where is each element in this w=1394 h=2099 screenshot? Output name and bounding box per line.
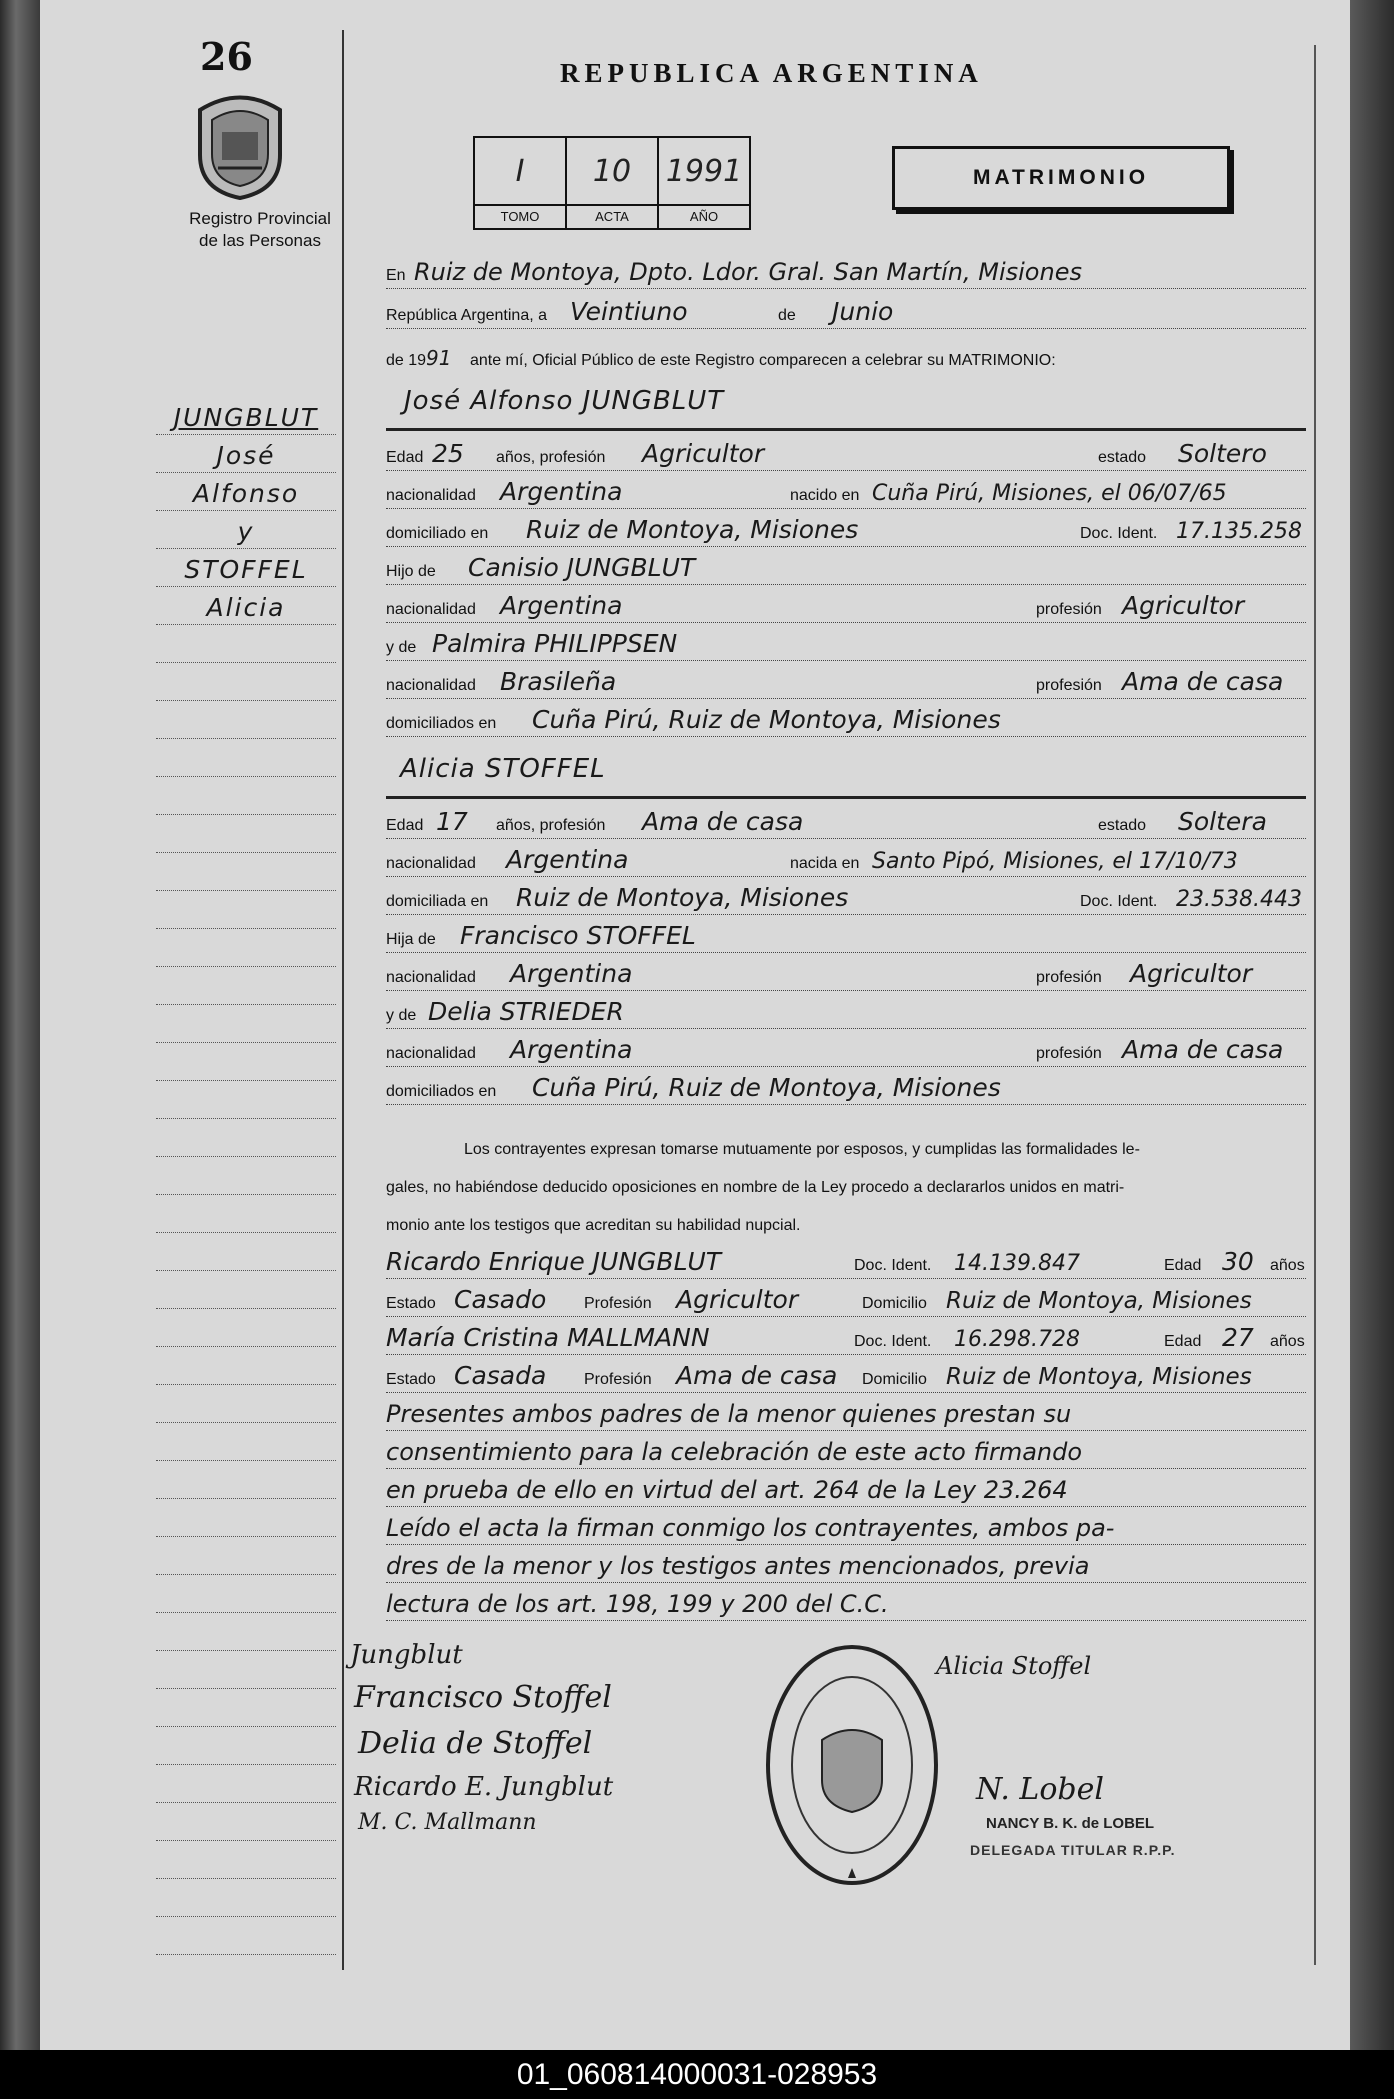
groom-mother-nat-label: nacionalidad [386, 677, 476, 694]
bride-father-row [386, 912, 1306, 953]
margin-line [156, 1922, 336, 1955]
ano-value: 1991 [665, 153, 743, 189]
groom-age-row [386, 430, 1306, 471]
signature-bride: Alicia Stoffel [936, 1652, 1092, 1680]
margin-line [156, 1466, 336, 1499]
tomo-cell [475, 138, 567, 228]
margin-line [156, 1542, 336, 1575]
acta-label: ACTA [567, 204, 657, 228]
note-row [386, 1542, 1306, 1583]
groom-father-row [386, 544, 1306, 585]
groom-yde-label: y de [386, 639, 417, 656]
groom-mother: Palmira PHILIPPSEN [432, 629, 678, 658]
margin-groom-surname: JUNGBLUT [173, 403, 319, 432]
margin-divider [342, 30, 344, 1970]
bride-father-nationality: Argentina [510, 959, 633, 988]
margin-line [156, 1162, 336, 1195]
witness2-address: Ruiz de Montoya, Misiones [946, 1364, 1252, 1390]
bride-mother-nat-label: nacionalidad [386, 1045, 476, 1062]
note-row [386, 1390, 1306, 1431]
registry-line-1: Registro Provincial [189, 209, 331, 228]
document-id: 01_060814000031-028953 [0, 2050, 1394, 2099]
bride-father-prof-label: profesión [1036, 969, 1102, 986]
bride-hija-label: Hija de [386, 931, 436, 948]
acta-value: 10 [592, 153, 632, 189]
bride-address: Ruiz de Montoya, Misiones [516, 883, 849, 912]
margin-line [156, 1048, 336, 1081]
declaration-line-1: Los contrayentes expresan tomarse mutuamente por esposos, y cumplidas las formalidades le- [464, 1141, 1140, 1158]
tomo-label: TOMO [475, 204, 565, 228]
groom-nat-row [386, 468, 1306, 509]
opening-ante-row [386, 346, 1306, 370]
bride-mother-occupation: Ama de casa [1122, 1035, 1284, 1064]
reference-table [473, 136, 751, 230]
margin-line [156, 668, 336, 701]
margin-line [156, 896, 336, 929]
note-line-2: consentimiento para la celebración de este acto firmando [386, 1438, 1083, 1466]
margin-line [156, 858, 336, 891]
margin-line [156, 516, 336, 549]
bride-nat-row [386, 836, 1306, 877]
tomo-value: I [515, 153, 525, 189]
note-line-6: lectura de los art. 198, 199 y 200 del C.C. [386, 1590, 889, 1618]
margin-bride-surname: STOFFEL [184, 555, 308, 584]
witness1-occupation: Agricultor [676, 1285, 799, 1314]
right-border [1314, 45, 1316, 1965]
note-line-1: Presentes ambos padres de la menor quienes prestan su [386, 1400, 1072, 1428]
margin-line [156, 1276, 336, 1309]
year-label: de 19 [386, 352, 427, 369]
margin-groom-first: José [216, 441, 276, 470]
witness1-edad-label: Edad [1164, 1257, 1202, 1274]
witness2-detail-row [386, 1352, 1306, 1393]
witness1-doc: 14.139.847 [954, 1251, 1080, 1276]
groom-mother-nat-row [386, 658, 1306, 699]
note-line-5: dres de la menor y los testigos antes mencionados, previa [386, 1552, 1090, 1580]
margin-line [156, 820, 336, 853]
margin-line [156, 1352, 336, 1385]
groom-nacionalidad-label: nacionalidad [386, 487, 476, 504]
bride-doc: 23.538.443 [1176, 887, 1302, 912]
witness1-name: Ricardo Enrique JUNGBLUT [386, 1247, 722, 1276]
bride-nationality: Argentina [506, 845, 629, 874]
groom-father-nationality: Argentina [500, 591, 623, 620]
groom-name-row [386, 378, 1306, 418]
bride-age: 17 [436, 807, 468, 836]
witness2-edad-label: Edad [1164, 1333, 1202, 1350]
bride-parents-address-row [386, 1064, 1306, 1105]
groom-name: José Alfonso JUNGBLUT [404, 386, 725, 416]
witness1-marital: Casado [454, 1285, 547, 1314]
margin-line [156, 1808, 336, 1841]
declaration-line-2: gales, no habiéndose deducido oposiciones en nombre de la Ley procedo a declararlos unidos en matri- [386, 1179, 1125, 1196]
groom-mother-row [386, 620, 1306, 661]
bride-marital: Soltera [1178, 807, 1267, 836]
witness2-marital: Casada [454, 1361, 547, 1390]
margin-line [156, 1732, 336, 1765]
signature-groom: Jungblut [350, 1640, 463, 1670]
note-row [386, 1580, 1306, 1621]
bride-nacionalidad-label: nacionalidad [386, 855, 476, 872]
groom-father-nat-label: nacionalidad [386, 601, 476, 618]
margin-line [156, 554, 336, 587]
officer-name: NANCY B. K. de LOBEL [986, 1815, 1155, 1832]
bride-mother-row [386, 988, 1306, 1029]
opening-place-row [386, 248, 1306, 289]
groom-address: Ruiz de Montoya, Misiones [526, 515, 859, 544]
witness1-detail-row [386, 1276, 1306, 1317]
margin-line [156, 1238, 336, 1271]
margin-line [156, 440, 336, 473]
bride-age-row [386, 798, 1306, 839]
groom-estado-label: estado [1098, 449, 1147, 466]
registry-name [144, 208, 376, 252]
witness2-doc-label: Doc. Ident. [854, 1333, 932, 1350]
witness2-doc: 16.298.728 [954, 1327, 1080, 1352]
bride-name-row [386, 746, 1306, 786]
witness2-estado-label: Estado [386, 1371, 436, 1388]
note-row [386, 1428, 1306, 1469]
day-value: Veintiuno [570, 297, 688, 326]
margin-line [156, 1200, 336, 1233]
bride-birth: Santo Pipó, Misiones, el 17/10/73 [872, 849, 1238, 874]
margin-line [156, 1884, 336, 1917]
groom-birth: Cuña Pirú, Misiones, el 06/07/65 [872, 481, 1227, 506]
margin-line [156, 1504, 336, 1537]
bride-father-nat-label: nacionalidad [386, 969, 476, 986]
witness2-anos-label: años [1270, 1333, 1305, 1350]
groom-doc-label: Doc. Ident. [1080, 525, 1158, 542]
margin-line [156, 1846, 336, 1879]
groom-mother-nationality: Brasileña [500, 667, 617, 696]
note-line-3: en prueba de ello en virtud del art. 264 de la Ley 23.264 [386, 1476, 1068, 1504]
opening-date-row [386, 288, 1306, 329]
signature-witness1: Ricardo E. Jungblut [354, 1772, 614, 1802]
bride-father-occupation: Agricultor [1130, 959, 1253, 988]
margin-and: y [237, 517, 255, 546]
witness2-domicilio-label: Domicilio [862, 1371, 927, 1388]
witness2-age: 27 [1222, 1323, 1254, 1352]
bride-mother: Delia STRIEDER [428, 997, 624, 1026]
bride-domiciliados-label: domiciliados en [386, 1083, 497, 1100]
officer-title: DELEGADA TITULAR R.P.P. [970, 1842, 1176, 1858]
bride-name: Alicia STOFFEL [400, 754, 606, 784]
ante-text: ante mí, Oficial Público de este Registro comparecen a celebrar su MATRIMONIO: [469, 352, 1056, 369]
signature-officer: N. Lobel [976, 1772, 1104, 1807]
margin-line [156, 1314, 336, 1347]
margin-line [156, 744, 336, 777]
note-line-4: Leído el acta la firman conmigo los contrayentes, ambos pa- [386, 1514, 1115, 1542]
folio-number: 26 [200, 34, 253, 79]
groom-nacido-label: nacido en [790, 487, 860, 504]
groom-father-prof-label: profesión [1036, 601, 1102, 618]
groom-parents-address: Cuña Pirú, Ruiz de Montoya, Misiones [532, 705, 1001, 734]
groom-edad-label: Edad [386, 449, 424, 466]
groom-father-occupation: Agricultor [1122, 591, 1245, 620]
bride-occupation: Ama de casa [642, 807, 804, 836]
bride-doc-label: Doc. Ident. [1080, 893, 1158, 910]
ano-label: AÑO [659, 204, 749, 228]
margin-line [156, 1010, 336, 1043]
groom-age: 25 [432, 439, 464, 468]
groom-profesion-label: años, profesión [496, 449, 606, 466]
margin-line [156, 1770, 336, 1803]
signature-witness2: M. C. Mallmann [358, 1810, 537, 1835]
margin-line [156, 1428, 336, 1461]
margin-line [156, 1390, 336, 1423]
book-edge [1350, 0, 1394, 2050]
bride-nacida-label: nacida en [790, 855, 860, 872]
witness2-name-row [386, 1314, 1306, 1355]
witness2-occupation: Ama de casa [676, 1361, 838, 1390]
bride-estado-label: estado [1098, 817, 1147, 834]
groom-occupation: Agricultor [642, 439, 765, 468]
margin-line [156, 706, 336, 739]
margin-line [156, 782, 336, 815]
witness1-age: 30 [1222, 1247, 1254, 1276]
bride-mother-prof-label: profesión [1036, 1045, 1102, 1062]
signature-bride-father: Francisco Stoffel [354, 1680, 612, 1715]
year-value: 91 [426, 346, 452, 370]
declaration-line-3: monio ante los testigos que acreditan su habilidad nupcial. [386, 1217, 801, 1234]
margin-line [156, 972, 336, 1005]
bride-profesion-label: años, profesión [496, 817, 606, 834]
witness1-doc-label: Doc. Ident. [854, 1257, 932, 1274]
margin-groom-middle: Alfonso [192, 479, 300, 508]
margin-line [156, 1086, 336, 1119]
groom-marital: Soltero [1178, 439, 1267, 468]
bride-parents-address: Cuña Pirú, Ruiz de Montoya, Misiones [532, 1073, 1001, 1102]
witness1-profesion-label: Profesión [584, 1295, 652, 1312]
registry-line-2: de las Personas [199, 231, 321, 250]
groom-hijo-label: Hijo de [386, 563, 436, 580]
month-value: Junio [832, 297, 894, 326]
witness1-name-row [386, 1238, 1306, 1279]
book-spine [0, 0, 40, 2050]
margin-line [156, 934, 336, 967]
bride-edad-label: Edad [386, 817, 424, 834]
bride-mother-nationality: Argentina [510, 1035, 633, 1064]
acta-cell [567, 138, 659, 228]
note-row [386, 1504, 1306, 1545]
witness1-anos-label: años [1270, 1257, 1305, 1274]
en-label: En [386, 267, 406, 284]
groom-domiciliado-label: domiciliado en [386, 525, 489, 542]
groom-father: Canisio JUNGBLUT [468, 553, 696, 582]
republica-label: República Argentina, a [386, 307, 547, 324]
margin-line [156, 478, 336, 511]
page-title: REPUBLICA ARGENTINA [560, 58, 983, 88]
groom-domiciliados-label: domiciliados en [386, 715, 497, 732]
witness2-profesion-label: Profesión [584, 1371, 652, 1388]
declaration-text [386, 1131, 1306, 1245]
witness1-estado-label: Estado [386, 1295, 436, 1312]
signature-bride-mother: Delia de Stoffel [358, 1726, 593, 1761]
margin-line [156, 630, 336, 663]
ano-cell [659, 138, 749, 228]
margin-line [156, 402, 336, 435]
place-value: Ruiz de Montoya, Dpto. Ldor. Gral. San Martín, Misiones [414, 258, 1082, 286]
note-row [386, 1466, 1306, 1507]
bride-yde-label: y de [386, 1007, 417, 1024]
margin-bride-first: Alicia [206, 593, 286, 622]
bride-father-nat-row [386, 950, 1306, 991]
groom-parents-address-row [386, 696, 1306, 737]
groom-address-row [386, 506, 1306, 547]
groom-father-nat-row [386, 582, 1306, 623]
groom-mother-prof-label: profesión [1036, 677, 1102, 694]
bride-address-row [386, 874, 1306, 915]
margin-line [156, 1580, 336, 1613]
bride-domiciliada-label: domiciliada en [386, 893, 489, 910]
margin-line [156, 1656, 336, 1689]
bride-father: Francisco STOFFEL [460, 921, 696, 950]
groom-nationality: Argentina [500, 477, 623, 506]
provincial-seal-icon [180, 90, 300, 200]
official-stamp-icon [762, 1640, 942, 1890]
groom-mother-occupation: Ama de casa [1122, 667, 1284, 696]
witness1-address: Ruiz de Montoya, Misiones [946, 1288, 1252, 1314]
witness1-domicilio-label: Domicilio [862, 1295, 927, 1312]
margin-line [156, 1618, 336, 1651]
margin-line [156, 1124, 336, 1157]
record-type-box: MATRIMONIO [892, 146, 1230, 210]
margin-line [156, 592, 336, 625]
de-label: de [778, 307, 796, 324]
groom-doc: 17.135.258 [1176, 519, 1302, 544]
margin-line [156, 1694, 336, 1727]
witness2-name: María Cristina MALLMANN [386, 1323, 710, 1352]
register-page [40, 0, 1350, 2050]
bride-mother-nat-row [386, 1026, 1306, 1067]
